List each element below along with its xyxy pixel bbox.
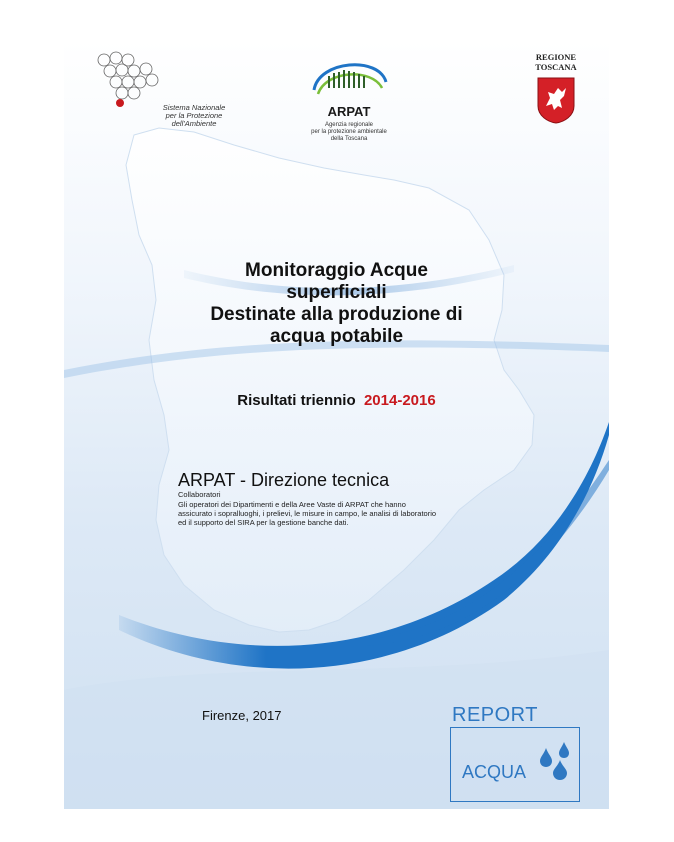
region-map-shape [126, 128, 534, 632]
snpa-text [144, 104, 244, 128]
regione-toscana-logo [526, 50, 586, 130]
report-subtitle [164, 392, 509, 409]
direction-title: ARPAT - Direzione tecnica [178, 470, 390, 490]
subtitle-years: 2014-2016 [363, 392, 436, 409]
snpa-line-3: dell'Ambiente [171, 119, 217, 128]
title-line-1: Monitoraggio Acque [245, 260, 428, 281]
snpa-logo [94, 50, 234, 140]
collab-line-1: Gli operatori dei Dipartimenti e della Aree Vaste di ARPAT che hanno [178, 500, 406, 509]
acqua-label: ACQUA [462, 762, 527, 782]
snpa-line-1: Sistema Nazionale [162, 103, 226, 112]
arpat-logo [304, 48, 394, 148]
title-line-2: superficiali [286, 282, 387, 303]
regione-line-2: TOSCANA [535, 62, 577, 72]
report-title [164, 260, 509, 348]
subtitle-prefix: Risultati triennio [237, 392, 356, 409]
collaborators-text [178, 500, 528, 527]
collab-line-3: ed il supporto del SIRA per la gestione banche dati. [178, 518, 349, 527]
collaborators-label: Collaboratori [178, 490, 221, 499]
title-line-4: acqua potabile [269, 326, 404, 347]
hexagon-cluster-icon [94, 50, 184, 110]
trees-arc-icon [304, 48, 394, 100]
cover-background [64, 40, 609, 809]
arpat-sub-line-2: per la protezione ambientale [311, 129, 387, 135]
report-cover [64, 40, 609, 809]
arpat-name: ARPAT [327, 104, 371, 119]
arpat-sub-line-3: della Toscana [330, 136, 368, 142]
regione-line-1: REGIONE [535, 52, 577, 62]
water-drops-icon [538, 740, 582, 782]
arpat-sub-line-1: Agenzia regionale [324, 122, 374, 128]
place-date: Firenze, 2017 [202, 708, 282, 723]
report-label: REPORT [452, 704, 538, 726]
pegasus-shield-icon [536, 76, 576, 124]
collab-line-2: assicurato i sopralluoghi, i prelievi, le misure in campo, le analisi di laboratorio [178, 509, 437, 518]
title-line-3: Destinate alla produzione di [210, 304, 463, 325]
snpa-line-2: per la Protezione [165, 111, 223, 120]
